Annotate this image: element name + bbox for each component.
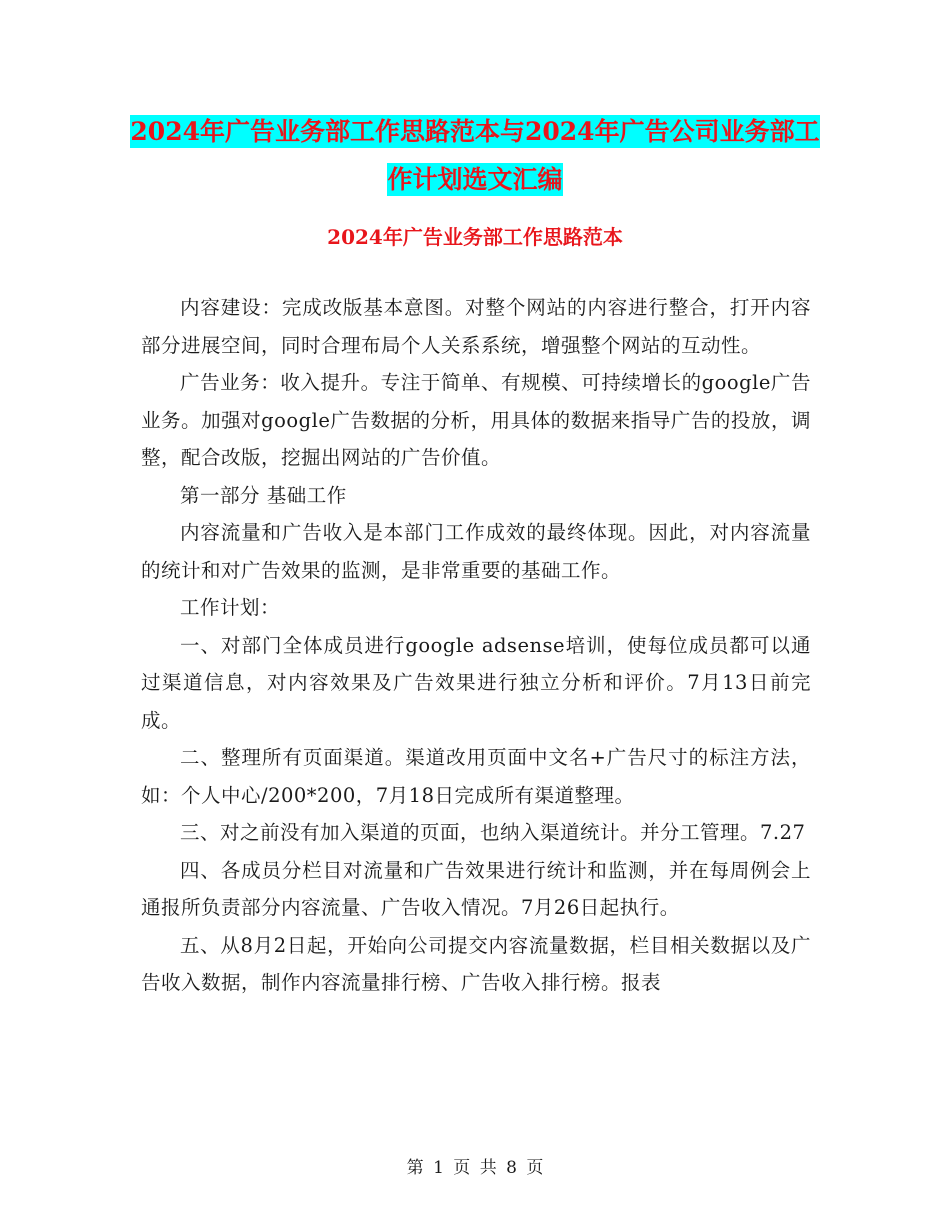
- paragraph: 广告业务：收入提升。专注于简单、有规模、可持续增长的google广告业务。加强对google广告数据的分析，用具体的数据来指导广告的投放，调整，配合改版，挖掘出网站的广告价值。: [141, 371, 811, 469]
- section-title: 2024年广告业务部工作思路范本: [327, 225, 623, 249]
- document-body: [141, 289, 811, 1002]
- page-number-footer: 第 1 页 共 8 页: [406, 1158, 544, 1178]
- paragraph: 工作计划：: [180, 596, 281, 619]
- paragraph: 一、对部门全体成员进行google adsense培训，使每位成员都可以通过渠道信息，对内容效果及广告效果进行独立分析和评价。7月13日前完成。: [141, 633, 811, 732]
- paragraph: 四、各成员分栏目对流量和广告效果进行统计和监测，并在每周例会上通报所负责部分内容流量、广告收入情况。7月26日起执行。: [141, 858, 811, 919]
- document-title-text: 2024年广告业务部工作思路范本与2024年广告公司业务部工作计划选文汇编: [130, 117, 820, 194]
- document-title: [120, 108, 830, 204]
- paragraph: 二、整理所有页面渠道。渠道改用页面中文名+广告尺寸的标注方法，如：个人中心/200*200，7月18日完成所有渠道整理。: [141, 746, 811, 807]
- paragraph: 内容建设：完成改版基本意图。对整个网站的内容进行整合，打开内容部分进展空间，同时合理布局个人关系系统，增强整个网站的互动性。: [141, 296, 811, 357]
- paragraph: 五、从8月2日起，开始向公司提交内容流量数据，栏目相关数据以及广告收入数据，制作内容流量排行榜、广告收入排行榜。报表: [141, 933, 811, 994]
- paragraph: 三、对之前没有加入渠道的页面，也纳入渠道统计。并分工管理。7.27: [180, 821, 806, 844]
- section-heading: 第一部分 基础工作: [180, 483, 347, 507]
- paragraph: 内容流量和广告收入是本部门工作成效的最终体现。因此，对内容流量的统计和对广告效果的监测，是非常重要的基础工作。: [141, 521, 811, 582]
